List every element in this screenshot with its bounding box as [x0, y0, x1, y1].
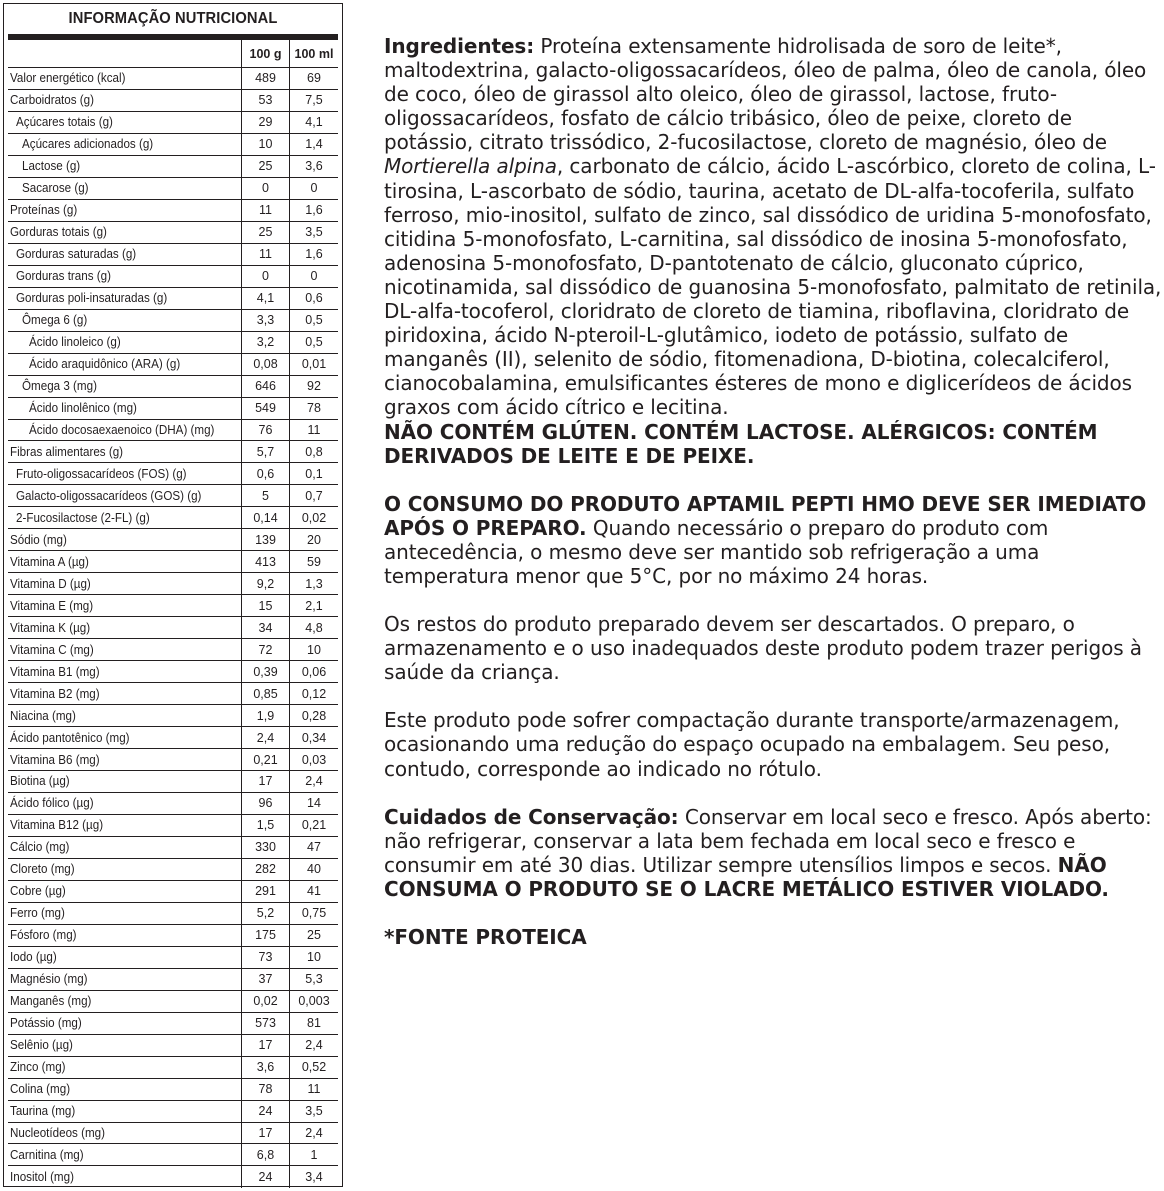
value-100ml: 4,8 [289, 617, 338, 638]
table-row [8, 156, 338, 178]
value-100g: 11 [241, 244, 289, 265]
value-100g: 9,2 [241, 573, 289, 594]
header-100g: 100 g [241, 40, 289, 67]
nutrient-name: Açúcares totais (g) [16, 115, 113, 130]
value-100ml: 1,4 [289, 134, 338, 155]
value-100ml: 2,4 [289, 771, 338, 792]
table-row [8, 529, 338, 551]
value-100ml: 0,75 [289, 903, 338, 924]
nutrient-name: Vitamina B6 (mg) [10, 752, 100, 767]
nutrient-label [8, 617, 241, 638]
table-row [8, 200, 338, 222]
compaction-paragraph: Este produto pode sofrer compactação durante transporte/armazenagem, ocasionando uma redução do espaço ocupado na embalagem. Seu peso, contudo, corresponde ao indicado no rótulo. [384, 708, 1120, 781]
nutrient-name: Cálcio (mg) [10, 840, 70, 855]
nutrient-label [8, 1079, 241, 1100]
nutrient-name: Ácido linolênico (mg) [29, 401, 137, 416]
value-100ml: 5,3 [289, 969, 338, 990]
value-100g: 3,6 [241, 1057, 289, 1078]
nutrient-label [8, 1144, 241, 1165]
value-100g: 15 [241, 595, 289, 616]
nutrient-name: Ácido araquidônico (ARA) (g) [29, 357, 181, 372]
nutrient-label [8, 683, 241, 704]
header-100ml: 100 ml [289, 40, 338, 67]
table-row [8, 903, 338, 925]
nutrient-name: Colina (mg) [10, 1082, 71, 1097]
table-row [8, 595, 338, 617]
table-row [8, 222, 338, 244]
value-100ml: 0,003 [289, 991, 338, 1012]
nutrient-name: Ácido docosaexaenoico (DHA) (mg) [29, 422, 215, 437]
nutrient-name: Lactose (g) [22, 159, 81, 174]
value-100g: 282 [241, 859, 289, 880]
table-row [8, 1035, 338, 1057]
nutrient-label [8, 947, 241, 968]
nutrient-name: Gorduras saturadas (g) [16, 247, 137, 262]
nutrient-name: Vitamina A (µg) [10, 554, 89, 569]
nutrient-label [8, 1123, 241, 1144]
value-100ml: 20 [289, 529, 338, 550]
nutrient-label [8, 178, 241, 199]
value-100g: 413 [241, 551, 289, 572]
nutrient-label [8, 969, 241, 990]
table-row [8, 310, 338, 332]
nutrient-label [8, 485, 241, 506]
table-row [8, 134, 338, 156]
nutrient-label [8, 661, 241, 682]
nutrient-name: Taurina (mg) [10, 1104, 76, 1119]
nutrient-label [8, 793, 241, 814]
value-100ml: 11 [289, 420, 338, 441]
nutrition-rows [8, 68, 338, 1188]
table-row [8, 991, 338, 1013]
nutrient-label [8, 771, 241, 792]
value-100g: 17 [241, 1035, 289, 1056]
table-row [8, 925, 338, 947]
table-row [8, 1013, 338, 1035]
nutrient-name: Selênio (µg) [10, 1038, 73, 1053]
value-100g: 17 [241, 771, 289, 792]
nutrient-label [8, 595, 241, 616]
nutrient-name: Ômega 6 (g) [22, 313, 88, 328]
nutrient-name: Sódio (mg) [10, 532, 67, 547]
nutrient-name: Nucleotídeos (mg) [10, 1125, 105, 1140]
value-100ml: 0,21 [289, 815, 338, 836]
value-100g: 24 [241, 1101, 289, 1122]
value-100g: 1,9 [241, 705, 289, 726]
nutrient-label [8, 354, 241, 375]
nutrient-name: Inositol (mg) [10, 1170, 74, 1185]
table-row [8, 463, 338, 485]
table-row [8, 485, 338, 507]
nutrient-label [8, 837, 241, 858]
nutrient-name: Ácido linoleico (g) [29, 335, 121, 350]
value-100g: 3,2 [241, 332, 289, 353]
nutrient-label [8, 266, 241, 287]
table-row [8, 266, 338, 288]
nutrient-label [8, 925, 241, 946]
value-100g: 5,7 [241, 441, 289, 462]
value-100ml: 1,3 [289, 573, 338, 594]
value-100ml: 41 [289, 881, 338, 902]
value-100ml: 10 [289, 639, 338, 660]
value-100g: 0,08 [241, 354, 289, 375]
nutrient-name: Proteínas (g) [10, 203, 78, 218]
value-100g: 0,02 [241, 991, 289, 1012]
nutrient-name: Fibras alimentares (g) [10, 444, 124, 459]
value-100ml: 0,06 [289, 661, 338, 682]
value-100g: 34 [241, 617, 289, 638]
value-100ml: 2,1 [289, 595, 338, 616]
value-100g: 573 [241, 1013, 289, 1034]
value-100ml: 3,6 [289, 156, 338, 177]
value-100g: 549 [241, 398, 289, 419]
value-100ml: 10 [289, 947, 338, 968]
value-100ml: 59 [289, 551, 338, 572]
storage-text: Conservar em local seco e fresco. Após aberto: não refrigerar, conservar a lata bem fechada em local seco e fresco e consumir em até 30 dias. Utilizar sempre utensílios limpos e secos. [384, 804, 1152, 877]
nutrient-label [8, 705, 241, 726]
value-100ml: 92 [289, 376, 338, 397]
nutrient-name: Biotina (µg) [10, 774, 70, 789]
table-row [8, 441, 338, 463]
table-row [8, 617, 338, 639]
nutrient-name: Ferro (mg) [10, 906, 65, 921]
nutrient-label [8, 112, 241, 133]
value-100ml: 0 [289, 266, 338, 287]
footnote: *FONTE PROTEICA [384, 925, 587, 949]
nutrient-label [8, 463, 241, 484]
value-100ml: 0 [289, 178, 338, 199]
header-label-cell [8, 40, 241, 67]
nutrient-name: Iodo (µg) [10, 950, 57, 965]
value-100g: 1,5 [241, 815, 289, 836]
table-row [8, 354, 338, 376]
allergen-warning: NÃO CONTÉM GLÚTEN. CONTÉM LACTOSE. ALÉRGICOS: CONTÉM DERIVADOS DE LEITE E DE PEIXE. [384, 419, 1098, 468]
value-100g: 5 [241, 485, 289, 506]
value-100ml: 4,1 [289, 112, 338, 133]
value-100ml: 1,6 [289, 200, 338, 221]
label-text [384, 34, 1164, 949]
table-row [8, 1101, 338, 1123]
value-100g: 175 [241, 925, 289, 946]
nutrient-name: Carnitina (mg) [10, 1147, 84, 1162]
value-100g: 78 [241, 1079, 289, 1100]
nutrient-label [8, 507, 241, 528]
value-100g: 25 [241, 222, 289, 243]
ingredients-label: Ingredientes: [384, 34, 535, 58]
nutrient-name: Cobre (µg) [10, 884, 66, 899]
storage-paragraph [384, 805, 1164, 901]
value-100ml: 47 [289, 837, 338, 858]
nutrient-name: Sacarose (g) [22, 181, 89, 196]
nutrient-name: Carboidratos (g) [10, 93, 95, 108]
value-100ml: 0,03 [289, 749, 338, 770]
nutrient-label [8, 310, 241, 331]
nutrient-name: Niacina (mg) [10, 708, 76, 723]
table-row [8, 1123, 338, 1145]
nutrient-label [8, 200, 241, 221]
table-row [8, 881, 338, 903]
nutrient-label [8, 749, 241, 770]
table-row [8, 112, 338, 134]
value-100ml: 0,12 [289, 683, 338, 704]
value-100g: 139 [241, 529, 289, 550]
nutrient-label [8, 288, 241, 309]
table-row [8, 705, 338, 727]
table-row [8, 1166, 338, 1188]
table-row [8, 68, 338, 90]
table-row [8, 683, 338, 705]
consumption-bold: O CONSUMO DO PRODUTO APTAMIL PEPTI HMO DEVE SER IMEDIATO APÓS O PREPARO. [384, 491, 1147, 540]
nutrient-label [8, 420, 241, 441]
table-row [8, 727, 338, 749]
nutrient-name: Vitamina B1 (mg) [10, 664, 100, 679]
nutrition-table [3, 3, 343, 1187]
table-row [8, 793, 338, 815]
table-row [8, 661, 338, 683]
nutrition-title: INFORMAÇÃO NUTRICIONAL [68, 10, 278, 27]
value-100ml: 11 [289, 1079, 338, 1100]
nutrient-label [8, 1013, 241, 1034]
table-row [8, 771, 338, 793]
table-row [8, 551, 338, 573]
table-row [8, 1057, 338, 1079]
table-row [8, 288, 338, 310]
table-row [8, 639, 338, 661]
value-100ml: 0,5 [289, 332, 338, 353]
nutrient-name: Gorduras poli-insaturadas (g) [16, 291, 168, 306]
nutrient-name: Vitamina K (µg) [10, 620, 91, 635]
value-100ml: 0,52 [289, 1057, 338, 1078]
value-100ml: 0,6 [289, 288, 338, 309]
table-row [8, 815, 338, 837]
nutrient-name: Fósforo (mg) [10, 928, 77, 943]
nutrient-name: Gorduras totais (g) [10, 225, 107, 240]
value-100ml: 81 [289, 1013, 338, 1034]
nutrient-name: Açúcares adicionados (g) [22, 137, 154, 152]
value-100g: 4,1 [241, 288, 289, 309]
nutrient-name: Magnésio (mg) [10, 972, 88, 987]
table-row [8, 947, 338, 969]
value-100g: 2,4 [241, 727, 289, 748]
value-100g: 53 [241, 90, 289, 111]
nutrient-name: Fruto-oligossacarídeos (FOS) (g) [16, 466, 187, 481]
nutrient-name: Ácido fólico (µg) [10, 796, 94, 811]
table-row [8, 573, 338, 595]
nutrient-label [8, 156, 241, 177]
value-100ml: 78 [289, 398, 338, 419]
consumption-paragraph [384, 492, 1164, 588]
table-row [8, 837, 338, 859]
nutrient-name: Vitamina C (mg) [10, 642, 94, 657]
nutrient-label [8, 903, 241, 924]
nutrient-name: Valor energético (kcal) [10, 71, 126, 86]
value-100ml: 0,7 [289, 485, 338, 506]
nutrient-label [8, 244, 241, 265]
nutrient-name: 2-Fucosilactose (2-FL) (g) [16, 510, 150, 525]
nutrient-name: Vitamina B12 (µg) [10, 818, 104, 833]
value-100ml: 7,5 [289, 90, 338, 111]
value-100g: 29 [241, 112, 289, 133]
nutrient-name: Manganês (mg) [10, 994, 92, 1009]
nutrient-name: Vitamina D (µg) [10, 576, 91, 591]
table-row [8, 1144, 338, 1166]
value-100ml: 1 [289, 1144, 338, 1165]
nutrient-label [8, 68, 241, 89]
value-100g: 5,2 [241, 903, 289, 924]
value-100g: 6,8 [241, 1144, 289, 1165]
nutrient-label [8, 859, 241, 880]
nutrient-label [8, 376, 241, 397]
ingredients-text-1: Proteína extensamente hidrolisada de soro de leite*, maltodextrina, galacto-oligossacarídeos, óleo de palma, óleo de canola, óleo de coco, óleo de girassol alto oleico, óleo de girassol, lactose, fruto-oligossacarídeos, fosfato de cálcio tribásico, óleo de peixe, cloreto de potássio, citrato trissódico, 2-fucosilactose, cloreto de magnésio, óleo de [384, 34, 1147, 155]
value-100ml: 0,1 [289, 463, 338, 484]
value-100ml: 0,8 [289, 441, 338, 462]
nutrient-label [8, 639, 241, 660]
table-row [8, 376, 338, 398]
nutrition-header-row [8, 40, 338, 68]
leftovers-paragraph: Os restos do produto preparado devem ser descartados. O preparo, o armazenamento e o uso inadequados deste produto podem trazer perigos à saúde da criança. [384, 612, 1142, 685]
value-100g: 646 [241, 376, 289, 397]
value-100g: 330 [241, 837, 289, 858]
value-100ml: 0,02 [289, 507, 338, 528]
nutrient-label [8, 222, 241, 243]
value-100g: 0 [241, 266, 289, 287]
value-100ml: 0,5 [289, 310, 338, 331]
nutrient-label [8, 134, 241, 155]
nutrient-name: Cloreto (mg) [10, 862, 75, 877]
nutrient-name: Potássio (mg) [10, 1016, 82, 1031]
value-100ml: 14 [289, 793, 338, 814]
nutrient-label [8, 815, 241, 836]
table-row [8, 969, 338, 991]
storage-warning: NÃO CONSUMA O PRODUTO SE O LACRE METÁLICO ESTIVER VIOLADO. [384, 852, 1109, 901]
value-100g: 0,39 [241, 661, 289, 682]
nutrient-label [8, 1057, 241, 1078]
nutrient-name: Galacto-oligossacarídeos (GOS) (g) [16, 488, 202, 503]
nutrient-label [8, 1166, 241, 1188]
value-100g: 0,6 [241, 463, 289, 484]
table-row [8, 420, 338, 442]
value-100g: 73 [241, 947, 289, 968]
nutrient-label [8, 398, 241, 419]
ingredients-italic: Mortierella alpina [384, 154, 557, 179]
value-100g: 3,3 [241, 310, 289, 331]
value-100g: 37 [241, 969, 289, 990]
value-100g: 489 [241, 68, 289, 89]
value-100ml: 69 [289, 68, 338, 89]
nutrient-label [8, 1035, 241, 1056]
table-row [8, 859, 338, 881]
value-100ml: 2,4 [289, 1123, 338, 1144]
value-100g: 11 [241, 200, 289, 221]
value-100g: 24 [241, 1166, 289, 1188]
value-100ml: 0,01 [289, 354, 338, 375]
value-100g: 17 [241, 1123, 289, 1144]
nutrient-label [8, 573, 241, 594]
nutrient-label [8, 1101, 241, 1122]
nutrient-name: Vitamina B2 (mg) [10, 686, 100, 701]
ingredients-text-2: , carbonato de cálcio, ácido L-ascórbico, cloreto de colina, L-tirosina, L-ascorbato de sódio, taurina, acetato de DL-alfa-tocoferila, sulfato ferroso, mio-inositol, sulfato de zinco, sal dissódico de uridina 5-monofosfato, citidina 5-monofosfato, L-carnitina, sal dissódico de inosina 5-monofosfato, adenosina 5-monofosfato, D-pantotenato de cálcio, gluconato cúprico, nicotinamida, sal dissódico de guanosina 5-monofosfato, palmitato de retinila, DL-alfa-tocoferol, cloridrato de cloreto de tiamina, riboflavina, cloridrato de piridoxina, ácido N-pteroil-L-glutâmico, iodeto de potássio, sulfato de manganês (II), selenito de sódio, fitomenadiona, D-biotina, colecalciferol, cianocobalamina, emulsificantes ésteres de mono e diglicerídeos de ácidos graxos com ácido cítrico e lecitina. [384, 154, 1162, 420]
nutrient-label [8, 90, 241, 111]
consumption-text: Quando necessário o preparo do produto com antecedência, o mesmo deve ser mantido sob refrigeração a uma temperatura menor que 5°C, por no máximo 24 horas. [384, 515, 1049, 588]
value-100ml: 3,5 [289, 222, 338, 243]
value-100g: 0,21 [241, 749, 289, 770]
value-100ml: 3,5 [289, 1101, 338, 1122]
nutrient-label [8, 991, 241, 1012]
table-row [8, 332, 338, 354]
value-100g: 291 [241, 881, 289, 902]
value-100ml: 0,28 [289, 705, 338, 726]
nutrient-name: Ácido pantotênico (mg) [10, 730, 130, 745]
value-100g: 10 [241, 134, 289, 155]
table-row [8, 507, 338, 529]
nutrient-name: Vitamina E (mg) [10, 598, 94, 613]
value-100ml: 0,34 [289, 727, 338, 748]
nutrient-label [8, 441, 241, 462]
nutrient-name: Gorduras trans (g) [16, 269, 111, 284]
value-100g: 0,85 [241, 683, 289, 704]
value-100g: 25 [241, 156, 289, 177]
table-row [8, 244, 338, 266]
nutrient-label [8, 529, 241, 550]
nutrient-label [8, 881, 241, 902]
table-row [8, 178, 338, 200]
value-100ml: 3,4 [289, 1166, 338, 1188]
nutrient-label [8, 551, 241, 572]
value-100g: 0 [241, 178, 289, 199]
value-100ml: 25 [289, 925, 338, 946]
value-100ml: 1,6 [289, 244, 338, 265]
value-100ml: 2,4 [289, 1035, 338, 1056]
nutrient-label [8, 332, 241, 353]
value-100ml: 40 [289, 859, 338, 880]
value-100g: 96 [241, 793, 289, 814]
table-row [8, 1079, 338, 1101]
nutrient-label [8, 727, 241, 748]
storage-label: Cuidados de Conservação: [384, 804, 679, 829]
value-100g: 72 [241, 639, 289, 660]
ingredients-paragraph [384, 34, 1164, 468]
table-row [8, 90, 338, 112]
table-row [8, 398, 338, 420]
table-row [8, 749, 338, 771]
nutrient-name: Zinco (mg) [10, 1060, 66, 1075]
value-100g: 0,14 [241, 507, 289, 528]
value-100g: 76 [241, 420, 289, 441]
nutrient-name: Ômega 3 (mg) [22, 379, 97, 394]
